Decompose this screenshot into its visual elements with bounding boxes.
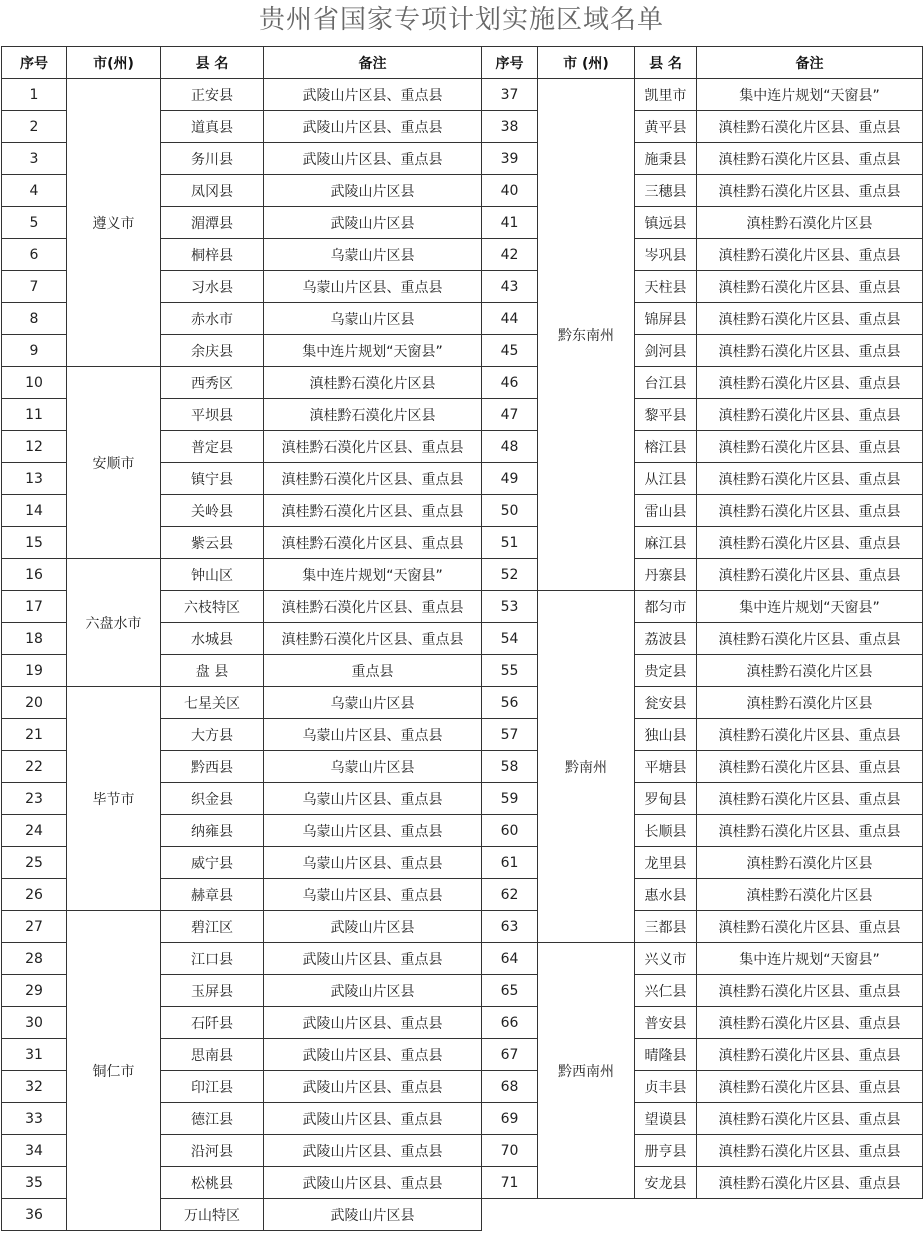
county-cell: 紫云县	[161, 527, 264, 559]
seq-cell: 32	[2, 1071, 67, 1103]
seq-cell: 31	[2, 1039, 67, 1071]
city-cell: 黔西南州	[538, 943, 635, 1199]
county-cell: 余庆县	[161, 335, 264, 367]
county-cell: 镇远县	[635, 207, 697, 239]
remark-cell: 滇桂黔石漠化片区县、重点县	[697, 399, 923, 431]
remark-cell: 武陵山片区县、重点县	[264, 79, 482, 111]
county-cell: 瓮安县	[635, 687, 697, 719]
remark-cell: 武陵山片区县	[264, 207, 482, 239]
seq-cell: 56	[482, 687, 538, 719]
seq-cell: 15	[2, 527, 67, 559]
table-row	[2, 911, 923, 943]
county-cell: 玉屏县	[161, 975, 264, 1007]
city-cell: 遵义市	[67, 79, 161, 367]
remark-cell: 滇桂黔石漠化片区县、重点县	[697, 1007, 923, 1039]
remark-cell: 武陵山片区县、重点县	[264, 111, 482, 143]
remark-cell: 乌蒙山片区县、重点县	[264, 847, 482, 879]
remark-cell: 滇桂黔石漠化片区县、重点县	[264, 591, 482, 623]
header-county: 县 名	[635, 47, 697, 79]
remark-cell: 乌蒙山片区县、重点县	[264, 815, 482, 847]
seq-cell: 45	[482, 335, 538, 367]
seq-cell: 49	[482, 463, 538, 495]
remark-cell: 滇桂黔石漠化片区县、重点县	[264, 463, 482, 495]
header-city: 市 (州)	[538, 47, 635, 79]
header-seq: 序号	[482, 47, 538, 79]
remark-cell: 滇桂黔石漠化片区县、重点县	[697, 495, 923, 527]
seq-cell: 8	[2, 303, 67, 335]
remark-cell: 滇桂黔石漠化片区县、重点县	[697, 1103, 923, 1135]
seq-cell: 30	[2, 1007, 67, 1039]
table-row	[2, 559, 923, 591]
seq-cell: 7	[2, 271, 67, 303]
seq-cell: 66	[482, 1007, 538, 1039]
remark-cell: 集中连片规划“天窗县”	[264, 335, 482, 367]
seq-cell: 6	[2, 239, 67, 271]
seq-cell: 10	[2, 367, 67, 399]
county-cell: 威宁县	[161, 847, 264, 879]
city-cell: 铜仁市	[67, 911, 161, 1231]
seq-cell: 60	[482, 815, 538, 847]
county-cell: 岑巩县	[635, 239, 697, 271]
county-cell: 赤水市	[161, 303, 264, 335]
county-cell: 兴仁县	[635, 975, 697, 1007]
county-cell: 惠水县	[635, 879, 697, 911]
seq-cell: 67	[482, 1039, 538, 1071]
county-cell: 荔波县	[635, 623, 697, 655]
remark-cell: 滇桂黔石漠化片区县、重点县	[264, 431, 482, 463]
county-cell: 织金县	[161, 783, 264, 815]
header-county: 县 名	[161, 47, 264, 79]
seq-cell: 55	[482, 655, 538, 687]
seq-cell: 42	[482, 239, 538, 271]
county-cell: 纳雍县	[161, 815, 264, 847]
seq-cell: 2	[2, 111, 67, 143]
county-cell: 平坝县	[161, 399, 264, 431]
county-cell: 兴义市	[635, 943, 697, 975]
remark-cell: 集中连片规划“天窗县”	[264, 559, 482, 591]
county-cell: 思南县	[161, 1039, 264, 1071]
remark-cell: 滇桂黔石漠化片区县、重点县	[264, 623, 482, 655]
remark-cell: 滇桂黔石漠化片区县、重点县	[697, 1071, 923, 1103]
county-cell: 务川县	[161, 143, 264, 175]
remark-cell: 乌蒙山片区县、重点县	[264, 879, 482, 911]
remark-cell: 滇桂黔石漠化片区县、重点县	[697, 559, 923, 591]
seq-cell: 1	[2, 79, 67, 111]
remark-cell: 乌蒙山片区县	[264, 239, 482, 271]
city-cell: 黔东南州	[538, 79, 635, 591]
seq-cell: 52	[482, 559, 538, 591]
seq-cell: 68	[482, 1071, 538, 1103]
county-cell: 德江县	[161, 1103, 264, 1135]
remark-cell: 乌蒙山片区县	[264, 303, 482, 335]
seq-cell: 4	[2, 175, 67, 207]
county-cell: 关岭县	[161, 495, 264, 527]
remark-cell: 武陵山片区县、重点县	[264, 1071, 482, 1103]
seq-cell: 70	[482, 1135, 538, 1167]
remark-cell: 滇桂黔石漠化片区县、重点县	[264, 495, 482, 527]
remark-cell: 乌蒙山片区县、重点县	[264, 271, 482, 303]
seq-cell: 43	[482, 271, 538, 303]
county-cell: 道真县	[161, 111, 264, 143]
seq-cell: 41	[482, 207, 538, 239]
header-city: 市(州)	[67, 47, 161, 79]
seq-cell: 64	[482, 943, 538, 975]
county-cell: 大方县	[161, 719, 264, 751]
seq-cell: 21	[2, 719, 67, 751]
remark-cell: 滇桂黔石漠化片区县、重点县	[697, 1167, 923, 1199]
remark-cell: 滇桂黔石漠化片区县	[697, 879, 923, 911]
county-cell: 麻江县	[635, 527, 697, 559]
seq-cell: 57	[482, 719, 538, 751]
county-cell: 罗甸县	[635, 783, 697, 815]
remark-cell: 滇桂黔石漠化片区县、重点县	[697, 783, 923, 815]
county-cell: 普安县	[635, 1007, 697, 1039]
remark-cell: 集中连片规划“天窗县”	[697, 591, 923, 623]
remark-cell: 武陵山片区县	[264, 175, 482, 207]
county-cell: 七星关区	[161, 687, 264, 719]
remark-cell: 武陵山片区县	[264, 975, 482, 1007]
county-cell: 锦屏县	[635, 303, 697, 335]
county-cell: 册亨县	[635, 1135, 697, 1167]
county-cell: 天柱县	[635, 271, 697, 303]
county-cell: 剑河县	[635, 335, 697, 367]
table-row	[2, 367, 923, 399]
county-cell: 贞丰县	[635, 1071, 697, 1103]
remark-cell: 滇桂黔石漠化片区县、重点县	[697, 527, 923, 559]
header-remark: 备注	[264, 47, 482, 79]
city-cell: 六盘水市	[67, 559, 161, 687]
seq-cell: 5	[2, 207, 67, 239]
county-cell: 凯里市	[635, 79, 697, 111]
county-cell: 安龙县	[635, 1167, 697, 1199]
county-cell: 沿河县	[161, 1135, 264, 1167]
remark-cell: 滇桂黔石漠化片区县、重点县	[264, 527, 482, 559]
remark-cell: 滇桂黔石漠化片区县、重点县	[697, 911, 923, 943]
seq-cell: 17	[2, 591, 67, 623]
remark-cell: 武陵山片区县、重点县	[264, 1039, 482, 1071]
county-cell: 黎平县	[635, 399, 697, 431]
county-cell: 赫章县	[161, 879, 264, 911]
remark-cell: 乌蒙山片区县、重点县	[264, 719, 482, 751]
program-region-table	[1, 46, 923, 1231]
seq-cell: 40	[482, 175, 538, 207]
county-cell: 印江县	[161, 1071, 264, 1103]
table-row	[2, 79, 923, 111]
remark-cell: 武陵山片区县、重点县	[264, 143, 482, 175]
remark-cell: 集中连片规划“天窗县”	[697, 79, 923, 111]
seq-cell: 58	[482, 751, 538, 783]
remark-cell: 滇桂黔石漠化片区县、重点县	[697, 1039, 923, 1071]
remark-cell: 滇桂黔石漠化片区县、重点县	[697, 303, 923, 335]
county-cell: 龙里县	[635, 847, 697, 879]
county-cell: 正安县	[161, 79, 264, 111]
header-remark: 备注	[697, 47, 923, 79]
seq-cell: 12	[2, 431, 67, 463]
seq-cell: 65	[482, 975, 538, 1007]
seq-cell: 19	[2, 655, 67, 687]
remark-cell: 滇桂黔石漠化片区县	[697, 847, 923, 879]
county-cell: 雷山县	[635, 495, 697, 527]
county-cell: 碧江区	[161, 911, 264, 943]
seq-cell: 33	[2, 1103, 67, 1135]
remark-cell: 滇桂黔石漠化片区县、重点县	[697, 175, 923, 207]
seq-cell: 44	[482, 303, 538, 335]
city-cell: 毕节市	[67, 687, 161, 911]
header-seq: 序号	[2, 47, 67, 79]
seq-cell: 50	[482, 495, 538, 527]
seq-cell: 26	[2, 879, 67, 911]
remark-cell: 滇桂黔石漠化片区县、重点县	[697, 239, 923, 271]
county-cell: 贵定县	[635, 655, 697, 687]
seq-cell: 20	[2, 687, 67, 719]
remark-cell: 滇桂黔石漠化片区县、重点县	[697, 335, 923, 367]
remark-cell: 武陵山片区县、重点县	[264, 943, 482, 975]
seq-cell: 34	[2, 1135, 67, 1167]
remark-cell: 滇桂黔石漠化片区县、重点县	[697, 751, 923, 783]
table-row	[2, 687, 923, 719]
seq-cell: 47	[482, 399, 538, 431]
county-cell: 三都县	[635, 911, 697, 943]
seq-cell: 13	[2, 463, 67, 495]
seq-cell: 48	[482, 431, 538, 463]
remark-cell: 滇桂黔石漠化片区县、重点县	[697, 111, 923, 143]
seq-cell: 51	[482, 527, 538, 559]
seq-cell: 28	[2, 943, 67, 975]
seq-cell: 36	[2, 1199, 67, 1231]
county-cell: 湄潭县	[161, 207, 264, 239]
remark-cell: 武陵山片区县	[264, 1199, 482, 1231]
seq-cell: 9	[2, 335, 67, 367]
remark-cell: 武陵山片区县、重点县	[264, 1135, 482, 1167]
remark-cell: 滇桂黔石漠化片区县、重点县	[697, 815, 923, 847]
county-cell: 万山特区	[161, 1199, 264, 1231]
seq-cell: 59	[482, 783, 538, 815]
seq-cell: 63	[482, 911, 538, 943]
remark-cell: 滇桂黔石漠化片区县	[697, 655, 923, 687]
county-cell: 凤冈县	[161, 175, 264, 207]
county-cell: 丹寨县	[635, 559, 697, 591]
remark-cell: 滇桂黔石漠化片区县	[264, 399, 482, 431]
remark-cell: 滇桂黔石漠化片区县	[697, 687, 923, 719]
seq-cell: 14	[2, 495, 67, 527]
seq-cell: 23	[2, 783, 67, 815]
remark-cell: 乌蒙山片区县	[264, 687, 482, 719]
remark-cell: 重点县	[264, 655, 482, 687]
seq-cell: 11	[2, 399, 67, 431]
empty-cell	[482, 1199, 923, 1231]
seq-cell: 22	[2, 751, 67, 783]
remark-cell: 武陵山片区县、重点县	[264, 1007, 482, 1039]
page-title: 贵州省国家专项计划实施区域名单	[258, 5, 664, 35]
remark-cell: 滇桂黔石漠化片区县、重点县	[697, 431, 923, 463]
seq-cell: 3	[2, 143, 67, 175]
seq-cell: 24	[2, 815, 67, 847]
seq-cell: 38	[482, 111, 538, 143]
county-cell: 望谟县	[635, 1103, 697, 1135]
county-cell: 晴隆县	[635, 1039, 697, 1071]
county-cell: 镇宁县	[161, 463, 264, 495]
seq-cell: 46	[482, 367, 538, 399]
remark-cell: 滇桂黔石漠化片区县	[264, 367, 482, 399]
county-cell: 普定县	[161, 431, 264, 463]
remark-cell: 滇桂黔石漠化片区县、重点县	[697, 975, 923, 1007]
remark-cell: 滇桂黔石漠化片区县、重点县	[697, 463, 923, 495]
remark-cell: 集中连片规划“天窗县”	[697, 943, 923, 975]
remark-cell: 武陵山片区县	[264, 911, 482, 943]
remark-cell: 乌蒙山片区县	[264, 751, 482, 783]
county-cell: 江口县	[161, 943, 264, 975]
county-cell: 黄平县	[635, 111, 697, 143]
header-row	[2, 47, 923, 79]
seq-cell: 25	[2, 847, 67, 879]
county-cell: 榕江县	[635, 431, 697, 463]
county-cell: 独山县	[635, 719, 697, 751]
county-cell: 台江县	[635, 367, 697, 399]
seq-cell: 61	[482, 847, 538, 879]
city-cell: 安顺市	[67, 367, 161, 559]
county-cell: 水城县	[161, 623, 264, 655]
county-cell: 桐梓县	[161, 239, 264, 271]
county-cell: 从江县	[635, 463, 697, 495]
remark-cell: 滇桂黔石漠化片区县、重点县	[697, 271, 923, 303]
seq-cell: 29	[2, 975, 67, 1007]
seq-cell: 62	[482, 879, 538, 911]
county-cell: 施秉县	[635, 143, 697, 175]
seq-cell: 71	[482, 1167, 538, 1199]
county-cell: 长顺县	[635, 815, 697, 847]
county-cell: 平塘县	[635, 751, 697, 783]
county-cell: 松桃县	[161, 1167, 264, 1199]
county-cell: 石阡县	[161, 1007, 264, 1039]
remark-cell: 滇桂黔石漠化片区县、重点县	[697, 143, 923, 175]
county-cell: 习水县	[161, 271, 264, 303]
remark-cell: 滇桂黔石漠化片区县、重点县	[697, 623, 923, 655]
remark-cell: 乌蒙山片区县、重点县	[264, 783, 482, 815]
seq-cell: 16	[2, 559, 67, 591]
county-cell: 黔西县	[161, 751, 264, 783]
remark-cell: 滇桂黔石漠化片区县、重点县	[697, 367, 923, 399]
county-cell: 西秀区	[161, 367, 264, 399]
seq-cell: 53	[482, 591, 538, 623]
county-cell: 六枝特区	[161, 591, 264, 623]
county-cell: 钟山区	[161, 559, 264, 591]
remark-cell: 武陵山片区县、重点县	[264, 1103, 482, 1135]
county-cell: 三穗县	[635, 175, 697, 207]
seq-cell: 39	[482, 143, 538, 175]
county-cell: 都匀市	[635, 591, 697, 623]
remark-cell: 滇桂黔石漠化片区县、重点县	[697, 1135, 923, 1167]
remark-cell: 滇桂黔石漠化片区县	[697, 207, 923, 239]
table-body	[2, 79, 923, 1231]
seq-cell: 27	[2, 911, 67, 943]
remark-cell: 滇桂黔石漠化片区县、重点县	[697, 719, 923, 751]
seq-cell: 18	[2, 623, 67, 655]
seq-cell: 37	[482, 79, 538, 111]
remark-cell: 武陵山片区县、重点县	[264, 1167, 482, 1199]
seq-cell: 69	[482, 1103, 538, 1135]
city-cell: 黔南州	[538, 591, 635, 943]
seq-cell: 35	[2, 1167, 67, 1199]
county-cell: 盘 县	[161, 655, 264, 687]
seq-cell: 54	[482, 623, 538, 655]
